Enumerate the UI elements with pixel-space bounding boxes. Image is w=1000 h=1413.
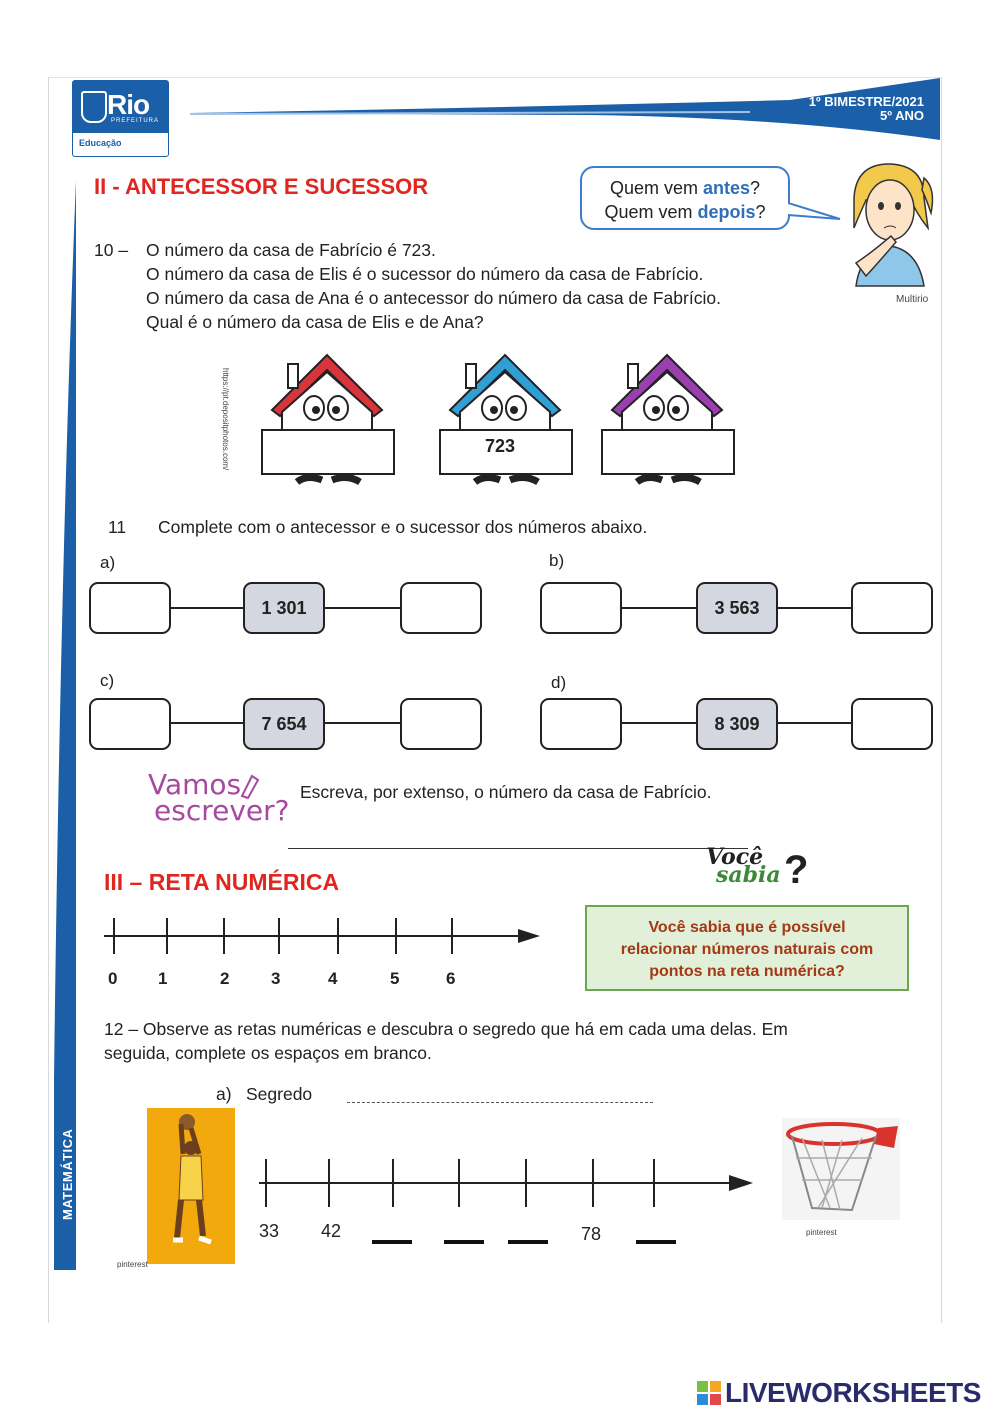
logo-sub: PREFEITURA bbox=[111, 118, 160, 124]
tick-label: 42 bbox=[321, 1221, 342, 1241]
q10-number: 10 – bbox=[94, 240, 129, 260]
tick-label: 1 bbox=[158, 969, 168, 988]
sabia-line: pontos na reta numérica? bbox=[649, 963, 845, 980]
sucessor-input[interactable] bbox=[851, 582, 933, 634]
antecessor-input[interactable] bbox=[89, 582, 171, 634]
badge-line2: escrever? bbox=[154, 794, 290, 827]
blank-answer-input[interactable] bbox=[508, 1240, 548, 1244]
voce-sabia-box bbox=[585, 905, 909, 991]
blank-answer-input[interactable] bbox=[636, 1240, 676, 1244]
speech-bubble bbox=[580, 166, 790, 230]
item-label: c) bbox=[100, 671, 115, 690]
q12-text: 12 – Observe as retas numéricas e descubra o segredo que há em cada uma delas. Em bbox=[104, 1019, 788, 1039]
tick-label: 4 bbox=[328, 969, 338, 988]
house-credit: https://pt.depositphotos.com/ bbox=[221, 368, 230, 471]
q11-text: Complete com o antecessor e o sucessor dos números abaixo. bbox=[158, 517, 648, 537]
basketball-player-image bbox=[147, 1108, 235, 1264]
logo-dept: Educação bbox=[79, 138, 122, 148]
image-credit: Multirio bbox=[896, 294, 929, 305]
antecessor-input[interactable] bbox=[540, 698, 622, 750]
tick-label: 6 bbox=[446, 969, 456, 988]
q10-line: O número da casa de Elis é o sucessor do número da casa de Fabrício. bbox=[146, 264, 704, 284]
section2-title: II - ANTECESSOR E SUCESSOR bbox=[94, 174, 429, 199]
item-label: d) bbox=[551, 673, 567, 692]
image-credit: pinterest bbox=[117, 1260, 148, 1269]
subject-label: MATEMÁTICA bbox=[60, 1128, 75, 1220]
antecessor-input[interactable] bbox=[89, 698, 171, 750]
given-number: 3 563 bbox=[696, 582, 778, 634]
sucessor-input[interactable] bbox=[400, 582, 482, 634]
sabia-word: sabia bbox=[716, 862, 781, 888]
number-line bbox=[100, 912, 545, 962]
house-number: 723 bbox=[484, 436, 516, 456]
item-label: a) bbox=[216, 1084, 232, 1104]
given-number: 8 309 bbox=[696, 698, 778, 750]
sabia-line: Você sabia que é possível bbox=[648, 919, 846, 936]
voce-word: Você bbox=[706, 844, 764, 870]
segredo-input[interactable] bbox=[347, 1092, 653, 1103]
q12-text: seguida, complete os espaços em branco. bbox=[104, 1043, 432, 1063]
logo-text: Rio bbox=[107, 89, 150, 120]
item-label: a) bbox=[100, 553, 116, 572]
bimestre-label bbox=[809, 95, 924, 123]
ano-text: 5º ANO bbox=[880, 108, 924, 123]
bubble-line1: Quem vem antes? bbox=[609, 178, 761, 198]
voce-sabia-badge bbox=[706, 844, 781, 888]
given-number: 1 301 bbox=[243, 582, 325, 634]
basketball-hoop-image bbox=[782, 1118, 900, 1220]
answer-line-input[interactable] bbox=[288, 820, 748, 849]
footer-brand: LIVEWORKSHEETS bbox=[725, 1377, 981, 1408]
vamos-escrever-badge bbox=[148, 768, 290, 827]
tick-label: 3 bbox=[271, 969, 281, 988]
q10-line: O número da casa de Ana é o antecessor do número da casa de Fabrício. bbox=[146, 288, 721, 308]
bimestre-text: 1º BIMESTRE/2021 bbox=[808, 94, 924, 109]
segredo-label: Segredo bbox=[246, 1084, 313, 1104]
item-label: b) bbox=[549, 551, 565, 570]
house-middle bbox=[440, 355, 572, 482]
sabia-line: relacionar números naturais com bbox=[620, 941, 874, 958]
question-mark-icon: ? bbox=[784, 848, 809, 892]
bubble-line2: Quem vem depois? bbox=[604, 202, 766, 222]
antecessor-input[interactable] bbox=[540, 582, 622, 634]
blank-answer-input[interactable] bbox=[372, 1240, 412, 1244]
liveworksheets-logo-icon bbox=[697, 1381, 723, 1407]
side-stripe bbox=[50, 180, 80, 1270]
image-credit: pinterest bbox=[806, 1228, 837, 1237]
house-left bbox=[262, 355, 394, 482]
q10-line: Qual é o número da casa de Elis e de Ana? bbox=[146, 312, 484, 332]
tick-label: 33 bbox=[259, 1221, 280, 1241]
arrow-icon bbox=[518, 929, 540, 943]
pencil-icon bbox=[240, 774, 260, 800]
q10-line: O número da casa de Fabrício é 723. bbox=[146, 240, 436, 260]
blank-answer-input[interactable] bbox=[444, 1240, 484, 1244]
bubble-tail bbox=[788, 195, 843, 225]
tick-label: 2 bbox=[220, 969, 230, 988]
house-right bbox=[602, 355, 734, 482]
shield-icon bbox=[81, 91, 107, 123]
sucessor-input[interactable] bbox=[400, 698, 482, 750]
tick-label: 0 bbox=[108, 969, 118, 988]
tick-label: 78 bbox=[581, 1224, 602, 1244]
logo-band bbox=[73, 81, 168, 133]
tick-label: 5 bbox=[390, 969, 400, 988]
arrow-icon bbox=[729, 1175, 753, 1191]
number-line-segredo bbox=[255, 1155, 755, 1210]
escrever-prompt: Escreva, por extenso, o número da casa de Fabrício. bbox=[300, 782, 712, 802]
given-number: 7 654 bbox=[243, 698, 325, 750]
q11-number: 11 bbox=[108, 517, 127, 537]
badge-line1: Vamos bbox=[148, 768, 242, 801]
section3-title: III – RETA NUMÉRICA bbox=[104, 869, 340, 895]
sucessor-input[interactable] bbox=[851, 698, 933, 750]
rio-logo bbox=[72, 80, 169, 157]
houses-illustration bbox=[252, 350, 752, 495]
thinking-girl-image bbox=[836, 158, 936, 288]
